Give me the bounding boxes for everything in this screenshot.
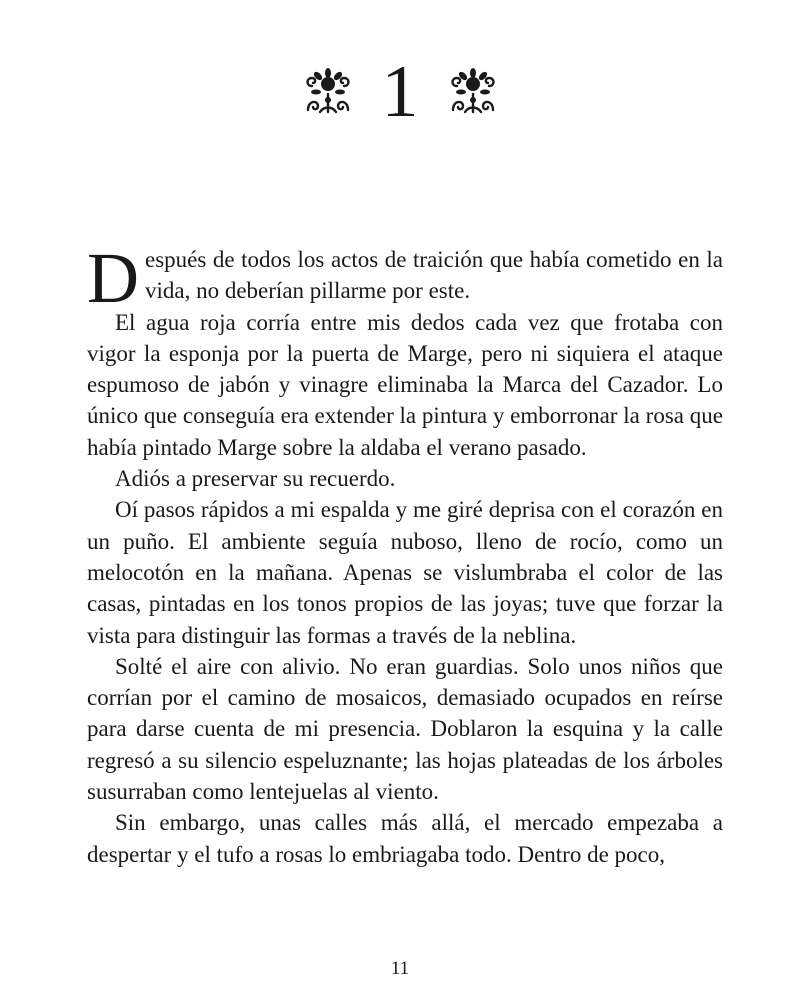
floral-ornament-icon — [302, 66, 354, 118]
paragraph: Oí pasos rápidos a mi espalda y me giré deprisa con el corazón en un puño. El ambiente seguía nuboso, lleno de rocío, como un melocotón en la mañana. Apenas se vislumbraba el color de las casas, pintadas en los tonos propios de las joyas; tuve que forzar la vista para distinguir las formas a través de la neblina. — [87, 497, 723, 648]
chapter-heading — [0, 52, 800, 132]
paragraph: El agua roja corría entre mis dedos cada vez que frotaba con vigor la esponja por la puerta de Marge, pero ni siquiera el ataque espumoso de jabón y vinagre eliminaba la Marca del Cazador. Lo único que conseguía era extender la pintura y emborronar la rosa que había pintado Marge sobre la aldaba el verano pasado. — [87, 309, 723, 460]
paragraph: Sin embargo, unas calles más allá, el mercado empezaba a despertar y el tufo a rosas lo embriagaba todo. Dentro de poco, — [87, 810, 723, 867]
page-number: 11 — [390, 958, 410, 979]
chapter-body — [87, 238, 723, 870]
chapter-number: 1 — [381, 51, 419, 133]
paragraph: Adiós a preservar su recuerdo. — [115, 466, 396, 492]
floral-ornament-icon — [447, 66, 499, 118]
paragraph-text: espués de todos los actos de traición que había cometido en la vida, no deberían pillarme por este. — [145, 247, 723, 304]
paragraph — [87, 238, 723, 318]
drop-cap: D — [87, 238, 139, 318]
paragraph: Solté el aire con alivio. No eran guardias. Solo unos niños que corrían por el camino de mosaicos, demasiado ocupados en reírse para darse cuenta de mi presencia. Doblaron la esquina y la calle regresó a su silencio espeluznante; las hojas plateadas de los árboles susurraban como lentejuelas al viento. — [87, 653, 723, 805]
